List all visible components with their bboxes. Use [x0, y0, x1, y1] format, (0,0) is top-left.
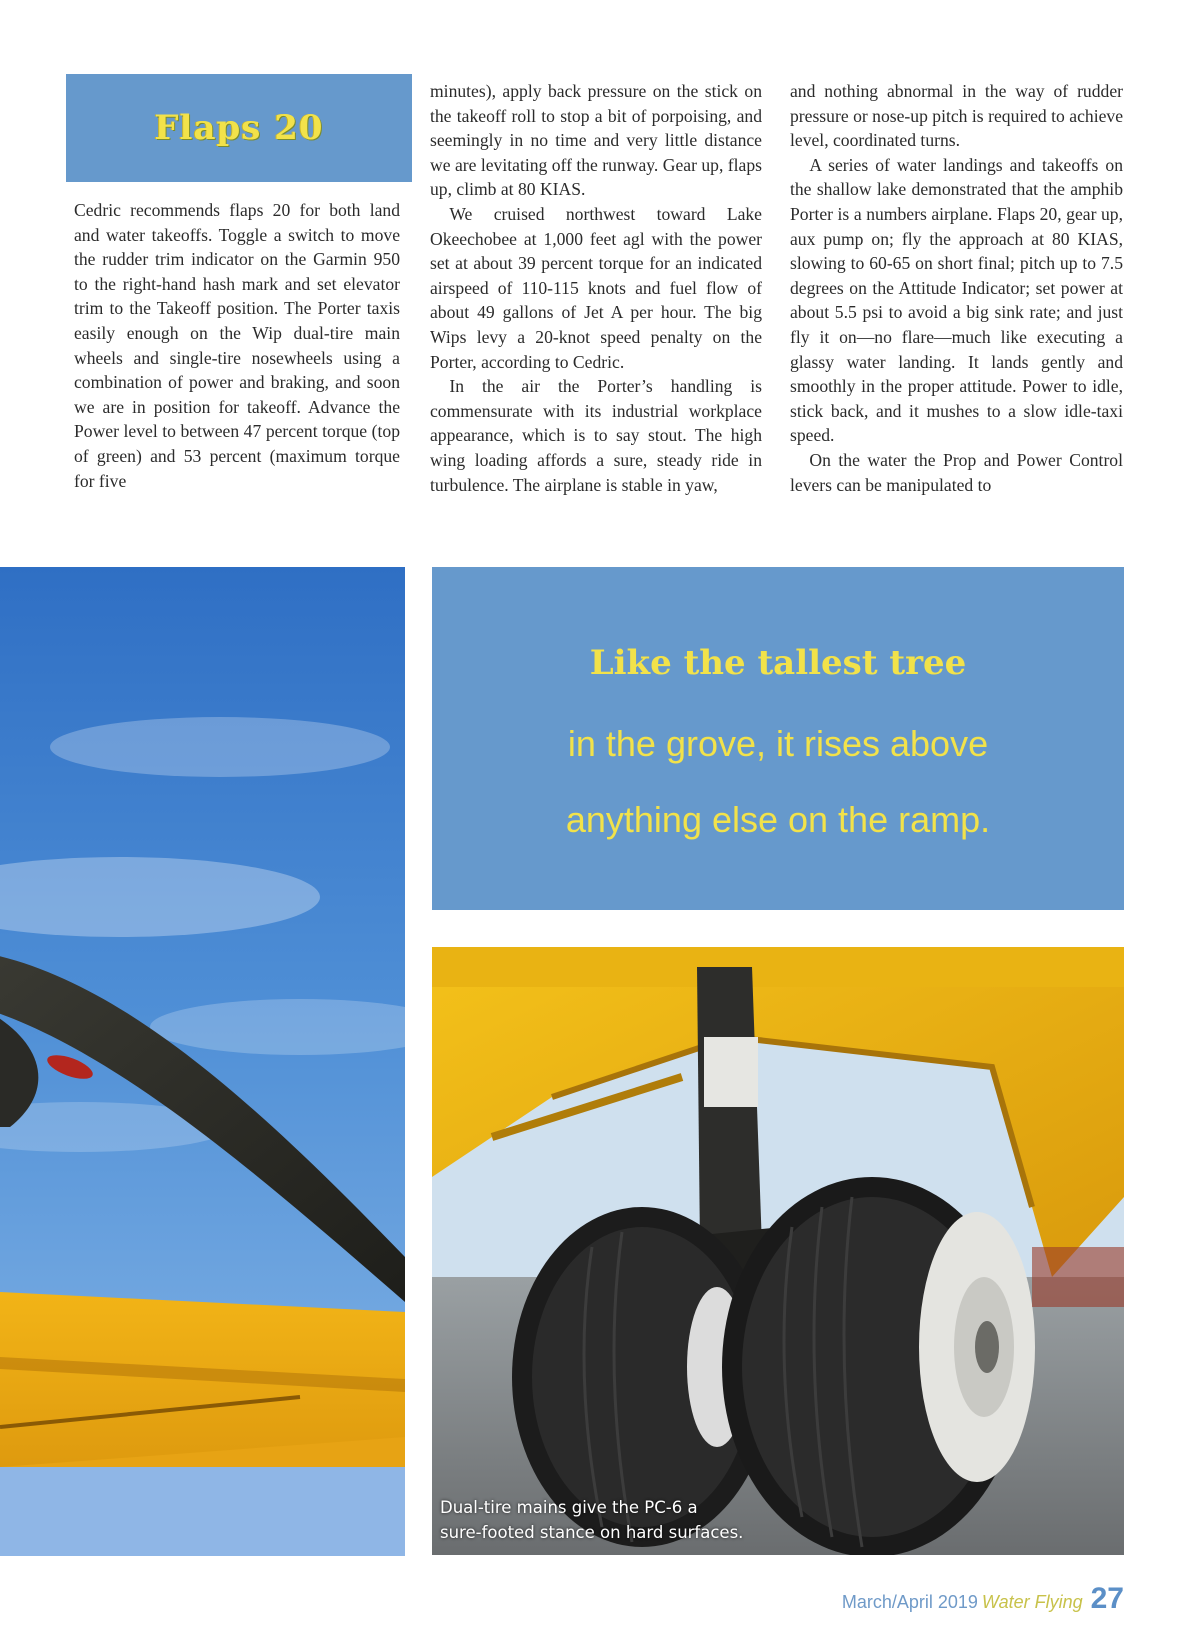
pull-quote-line: anything else on the ramp. — [565, 799, 991, 840]
article-column-1 — [74, 198, 400, 493]
sidebar-heading-box — [66, 74, 412, 182]
paragraph: Cedric recommends flaps 20 for both land and water takeoffs. Toggle a switch to move the rudder trim indicator on the Garmin 950 to the right-hand hash mark and set elevator trim to the Takeoff position. The Porter taxis easily enough on the Wip dual-tire main wheels and single-tire nosewheels using a combination of power and braking, and soon we are in position for takeoff. Advance the Power level to between 47 percent torque (top of green) and 53 percent (maximum torque for five — [74, 200, 400, 491]
caption-line: Dual-tire mains give the PC-6 a — [440, 1498, 698, 1517]
propeller-photo — [0, 567, 405, 1556]
page-footer — [842, 1582, 1124, 1616]
sidebar-heading: Flaps 20 — [154, 108, 324, 148]
magazine-name: Water Flying — [981, 1592, 1083, 1612]
paragraph: We cruised northwest toward Lake Okeechobee at 1,000 feet agl with the power set at about 39 percent torque for an indicated airspeed of 110-115 knots and fuel flow of about 49 gallons of Jet A per hour. The big Wips levy a 20-knot speed penalty on the Porter, according to Cedric. — [430, 203, 762, 372]
landing-gear-photo — [432, 947, 1124, 1555]
article-column-2 — [430, 79, 762, 497]
paragraph: A series of water landings and takeoffs on the shallow lake demonstrated that the amphib Porter is a numbers airplane. Flaps 20, gear up, aux pump on; fly the approach at 80 KIAS, slowing to 60-65 on short final; pitch up to 7.5 degrees on the Attitude Indicator; set power at about 5.5 psi to avoid a big sink rate; and just fly it on—no flare—much like executing a glassy water landing. It lands gently and smoothly in the proper attitude. Power to idle, stick back, and it mushes to a slow idle-taxi speed. — [790, 154, 1123, 446]
pull-quote-line: in the grove, it rises above — [567, 723, 989, 764]
paragraph: In the air the Porter’s handling is commensurate with its industrial workplace appearance, which is to say stout. The high wing loading affords a sure, steady ride in turbulence. The airplane is stable in yaw, — [430, 376, 762, 495]
pull-quote — [432, 567, 1124, 910]
pull-quote-line: Like the tallest tree — [589, 643, 967, 683]
paragraph: and nothing abnormal in the way of rudder pressure or nose-up pitch is required to achieve level, coordinated turns. — [790, 81, 1123, 151]
article-column-3 — [790, 79, 1123, 497]
issue-date: March/April 2019 — [841, 1592, 978, 1612]
paragraph: minutes), apply back pressure on the stick on the takeoff roll to stop a bit of porpoising, and seemingly in no time and very little distance we are levitating off the runway. Gear up, flaps up, climb at 80 KIAS. — [430, 81, 762, 200]
paragraph: On the water the Prop and Power Control levers can be manipulated to — [790, 449, 1123, 495]
page-number: 27 — [1090, 1582, 1124, 1615]
caption-line: sure-footed stance on hard surfaces. — [440, 1523, 744, 1542]
photo-caption — [440, 1495, 743, 1545]
